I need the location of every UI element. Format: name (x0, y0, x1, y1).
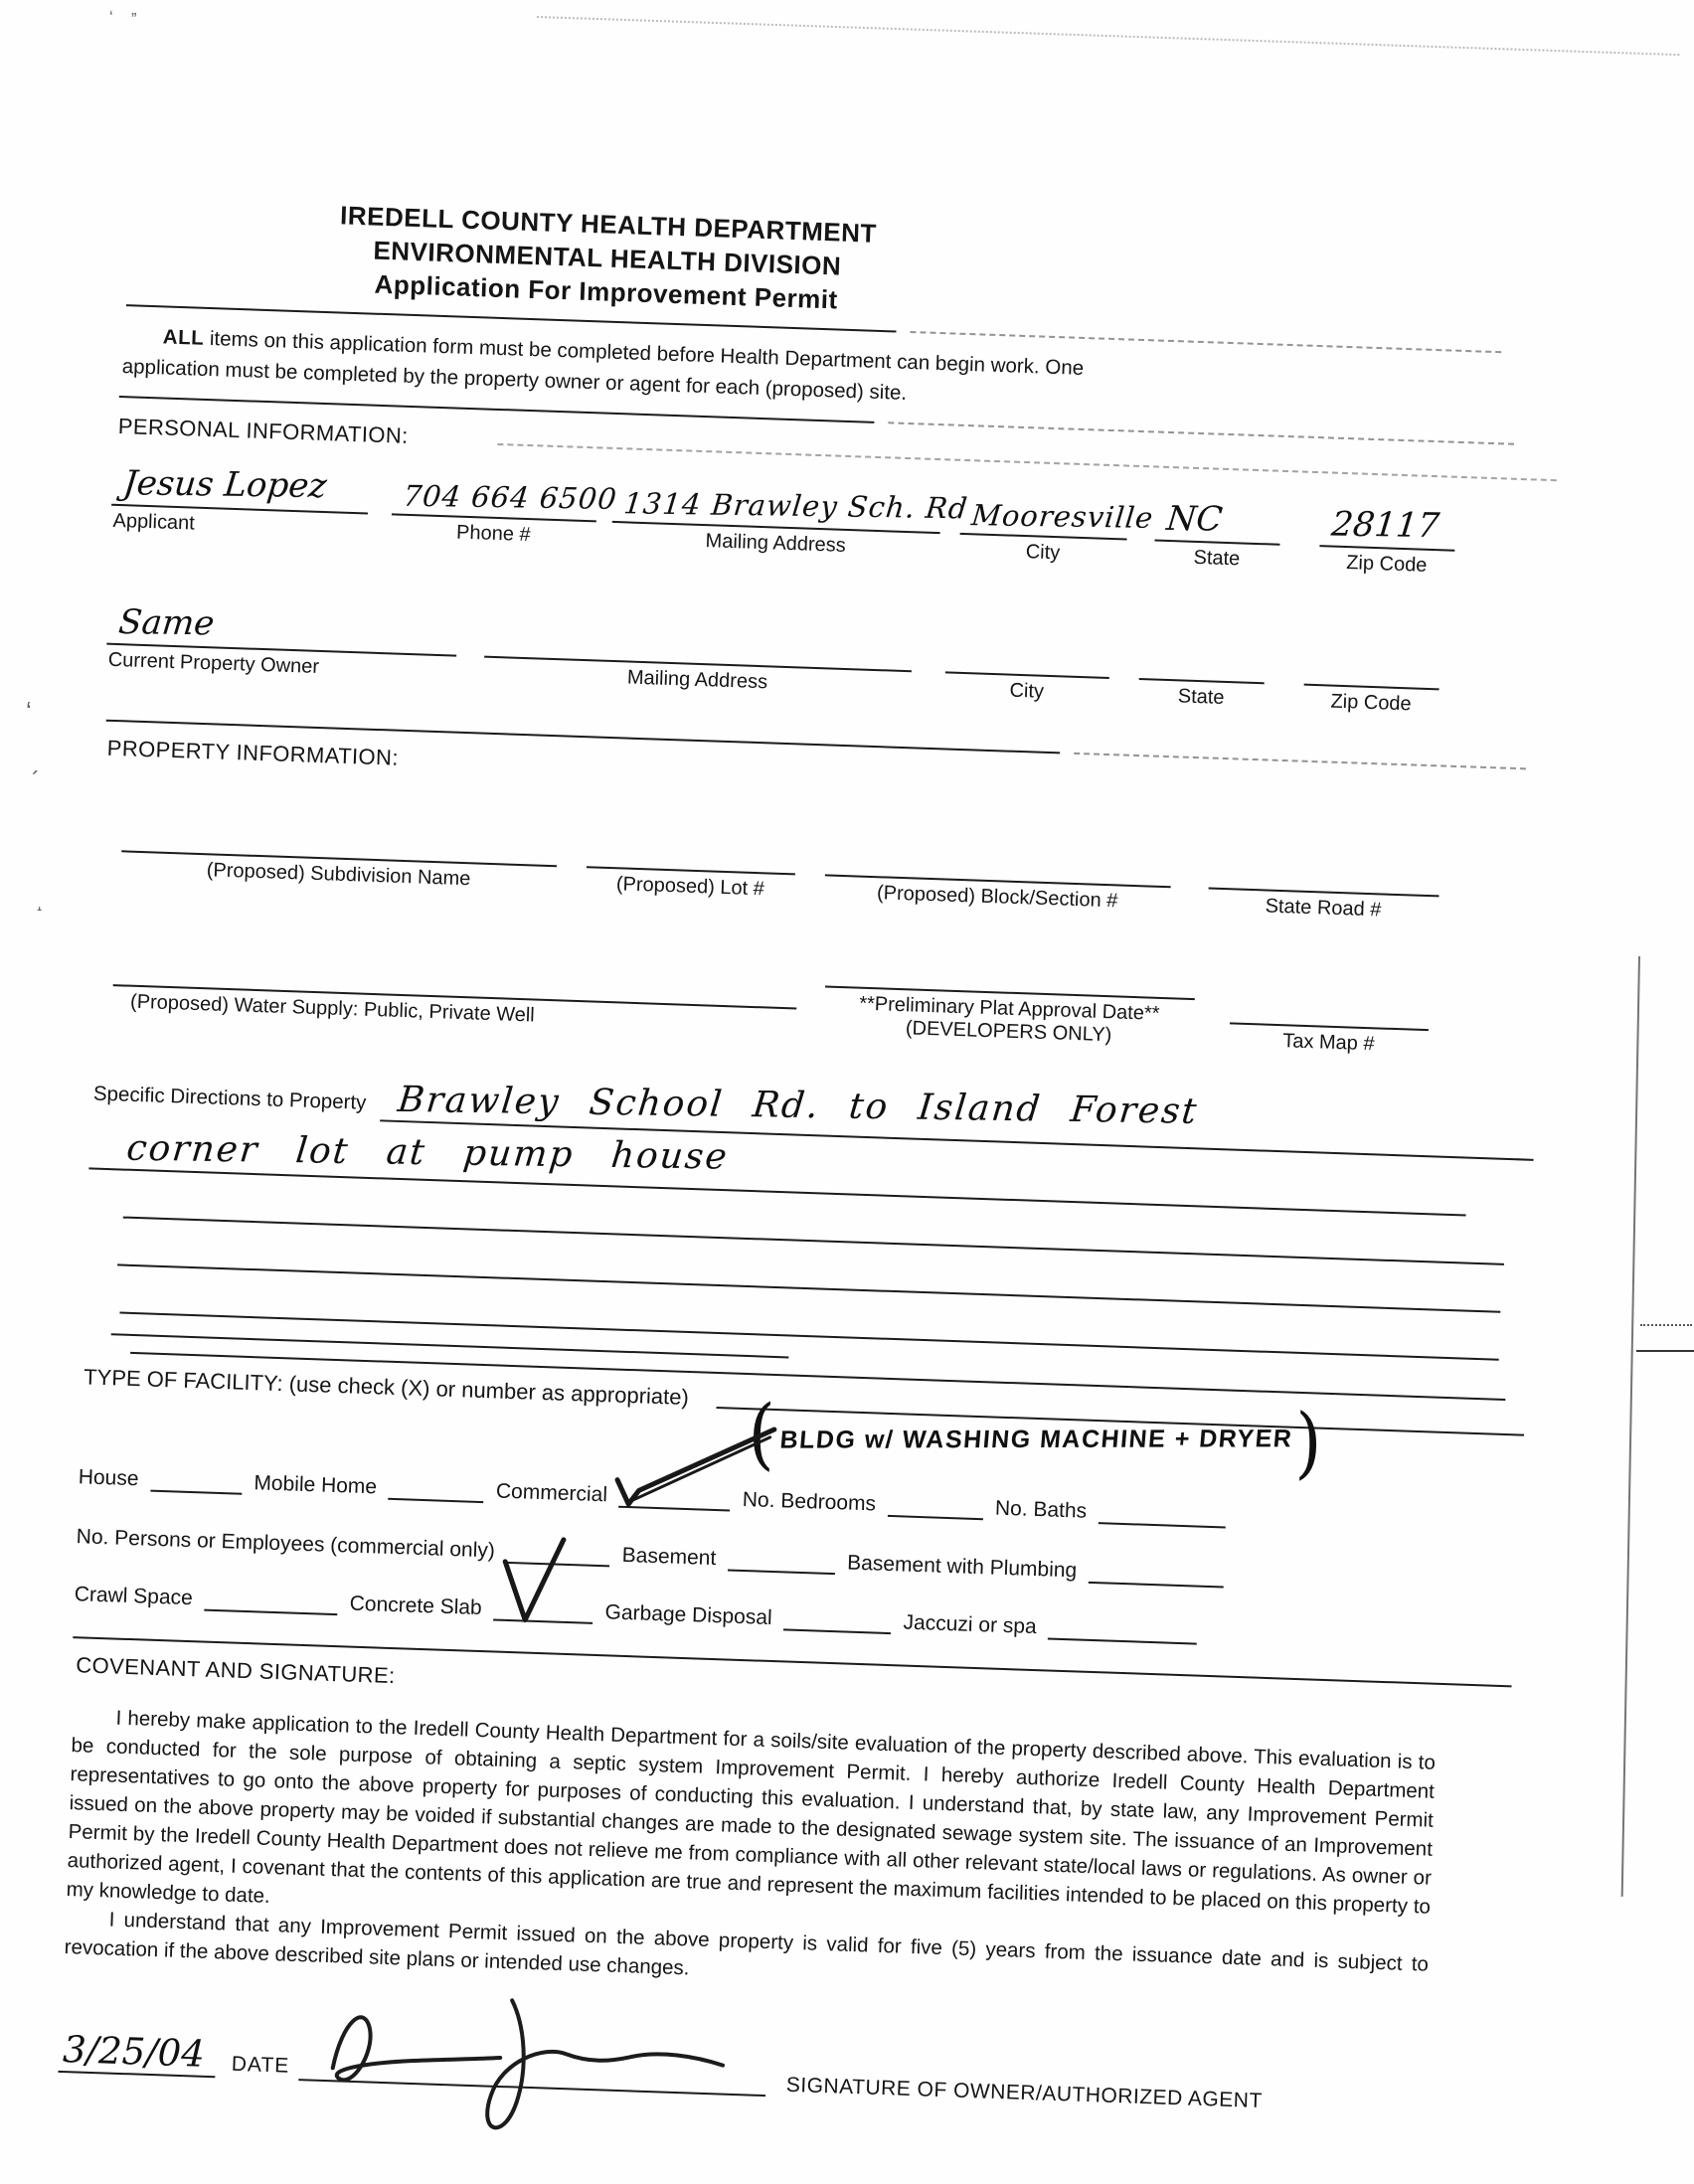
owner-mailing-label: Mailing Address (626, 666, 768, 694)
signature-image (303, 1975, 746, 2139)
plat-approval-label-line1: **Preliminary Plat Approval Date** (858, 992, 1160, 1025)
tax-map-field (1229, 981, 1430, 1058)
house-label: House (78, 1465, 139, 1491)
city-field (959, 478, 1156, 568)
form-body (58, 99, 1568, 2121)
covenant-heading: COVENANT AND SIGNATURE: (75, 1652, 396, 1689)
owner-city-label: City (1009, 679, 1045, 703)
state-value: NC (1164, 498, 1225, 540)
owner-state-label: State (1177, 685, 1225, 709)
owner-mailing-field (483, 605, 913, 700)
scan-artifact-mark: ´ (32, 767, 40, 794)
tax-map-label: Tax Map # (1281, 1030, 1375, 1056)
subdivision-field (120, 807, 558, 894)
block-section-field (824, 831, 1172, 915)
garbage-disposal-blank (783, 1604, 892, 1634)
form-title-line2: ENVIRONMENTAL HEALTH DIVISION (372, 235, 842, 281)
owner-zip-label: Zip Code (1330, 690, 1413, 716)
date-label: DATE (231, 2052, 290, 2078)
intro-bold: ALL (162, 325, 205, 350)
zip-value: 28117 (1329, 504, 1441, 547)
signature-agent-label: SIGNATURE OF OWNER/AUTHORIZED AGENT (785, 2073, 1264, 2113)
applicant-value: Jesus Lopez (121, 463, 329, 507)
basement-blank (728, 1545, 836, 1575)
crawl-space-label: Crawl Space (74, 1583, 194, 1610)
zip-field (1318, 490, 1456, 579)
basement-label: Basement (621, 1543, 717, 1571)
property-info-heading: PROPERTY INFORMATION: (106, 735, 400, 770)
facility-handwritten-annotation (747, 1389, 1323, 1489)
scan-artifact-top-dotted-line (537, 16, 1679, 56)
commercial-blank (619, 1482, 732, 1512)
form-title-line1: IREDELL COUNTY HEALTH DEPARTMENT (339, 200, 878, 249)
crawl-space-blank (204, 1586, 338, 1616)
applicant-label: Applicant (112, 509, 196, 535)
state-road-field (1208, 845, 1440, 924)
mailing-address-value: 1314 Brawley Sch. Rd (621, 486, 970, 526)
concrete-slab-blank (493, 1596, 593, 1624)
persons-label: No. Persons or Employees (commercial only) (76, 1525, 496, 1563)
baths-label: No. Baths (994, 1496, 1088, 1523)
scan-artifact-mark: ʻ (109, 8, 113, 27)
form-title (118, 191, 1096, 325)
covenant-paragraph-1: I hereby make application to the Iredell County Health Department for a soils/site evaluation of the property described above. This evaluation is to be conducted for the sole purpose of obtaining a septic system Improvement Permit. I hereby authorize Iredell County Health Department representatives to go onto the above property for purposes of conducting this evaluation. I understand that, by state law, any Improvement Permit issued on the above property may be voided if substantial changes are made to the designated sewage system site. The issuance of an Improvement Permit by the Iredell County Health Department does not relieve me from compliance with all other relevant state/local laws or regulations. As owner or authorized agent, I covenant that the contents of this application are true and represent the maximum facilities intended to be placed on this property to my knowledge to date. (66, 1706, 1437, 1919)
block-section-label: (Proposed) Block/Section # (876, 882, 1118, 913)
water-supply-label: (Proposed) Water Supply: Public, Private Well (129, 990, 536, 1027)
plat-approval-field (823, 944, 1196, 1050)
subdivision-label: (Proposed) Subdivision Name (206, 859, 471, 891)
phone-field (391, 458, 619, 549)
bedrooms-label: No. Bedrooms (742, 1487, 877, 1516)
annotation-open-paren: ( (747, 1389, 775, 1480)
basement-plumbing-blank (1089, 1558, 1225, 1589)
persons-basement-row (76, 1523, 1519, 1597)
blank-line (123, 1217, 1504, 1265)
subdivision-row (120, 807, 1544, 927)
owner-state-field (1138, 627, 1267, 711)
directions-value-line2: corner lot at pump house (124, 1127, 731, 1178)
owner-field (105, 592, 458, 684)
owner-signature-field (299, 2023, 768, 2097)
city-label: City (1025, 541, 1061, 565)
mailing-address-label: Mailing Address (705, 530, 847, 557)
annotation-text: BLDG w/ WASHING MACHINE + DRYER (777, 1424, 1294, 1454)
jaccuzi-label: Jaccuzi or spa (903, 1610, 1038, 1639)
commercial-label: Commercial (495, 1479, 608, 1507)
blank-line (119, 1312, 1498, 1361)
house-blank (150, 1466, 243, 1495)
water-supply-row (112, 921, 1540, 1062)
scan-artifact-mark: ˮ (131, 10, 137, 29)
directions-value-line1: Brawley School Rd. to Island Forest (395, 1079, 1200, 1132)
plat-approval-label-line2: (DEVELOPERS ONLY) (905, 1017, 1112, 1047)
scan-artifact-page-edge-line (1621, 956, 1640, 1897)
state-label: State (1193, 546, 1241, 571)
personal-info-heading: PERSONAL INFORMATION: (117, 413, 410, 448)
scan-artifact-tick-solid (1636, 1350, 1694, 1352)
basement-plumbing-label: Basement with Plumbing (846, 1551, 1078, 1583)
garbage-disposal-label: Garbage Disposal (604, 1600, 773, 1630)
intro-text: items on this application form must be completed before Health Department can begin work. One application must be completed by the property owner or agent for each (proposed) site. (121, 326, 1085, 405)
owner-row (105, 592, 1551, 721)
scan-artifact-mark: ‘ (26, 696, 32, 726)
state-field (1154, 485, 1282, 573)
date-field (58, 2028, 216, 2078)
concrete-slab-label: Concrete Slab (349, 1592, 483, 1620)
lot-field (586, 823, 796, 902)
scan-artifact-tick-dotted (1640, 1324, 1692, 1326)
water-supply-field (112, 943, 798, 1036)
owner-zip-field (1303, 633, 1441, 718)
mobile-home-blank (389, 1474, 485, 1503)
blank-line (117, 1263, 1500, 1312)
facility-section (74, 1364, 1524, 1655)
baths-blank (1099, 1498, 1227, 1528)
mobile-home-label: Mobile Home (254, 1471, 378, 1499)
phone-value: 704 664 6500 (402, 478, 619, 516)
date-value: 3/25/04 (62, 2028, 206, 2076)
commercial-checkmark-icon (608, 1410, 781, 1525)
owner-city-field (944, 620, 1111, 706)
mailing-address-field (611, 466, 970, 561)
scan-artifact-mark: ˔ (36, 893, 44, 918)
phone-label: Phone # (455, 521, 531, 547)
covenant-paragraph-2: I understand that any Improvement Permit issued on the above property is valid for five (5) years from the issuance date and is subject to revocation if the above described site plans or intended use changes. (64, 1908, 1430, 1980)
bedrooms-blank (888, 1491, 984, 1520)
signature-row (58, 2015, 1502, 2121)
jaccuzi-blank (1048, 1613, 1198, 1644)
form-title-line3: Application For Improvement Permit (374, 268, 839, 315)
owner-label: Current Property Owner (107, 648, 320, 678)
facility-heading: TYPE OF FACILITY: (use check (X) or number as appropriate) (83, 1364, 690, 1411)
owner-value: Same (116, 602, 217, 644)
annotation-close-paren: ) (1294, 1398, 1323, 1489)
concrete-slab-checkmark-icon (497, 1536, 570, 1629)
directions-label: Specific Directions to Property (92, 1082, 367, 1114)
city-value: Mooresville (969, 498, 1156, 535)
zip-label: Zip Code (1345, 552, 1428, 577)
lot-label: (Proposed) Lot # (615, 873, 765, 901)
state-road-label: State Road # (1265, 895, 1382, 922)
applicant-field (110, 449, 370, 542)
